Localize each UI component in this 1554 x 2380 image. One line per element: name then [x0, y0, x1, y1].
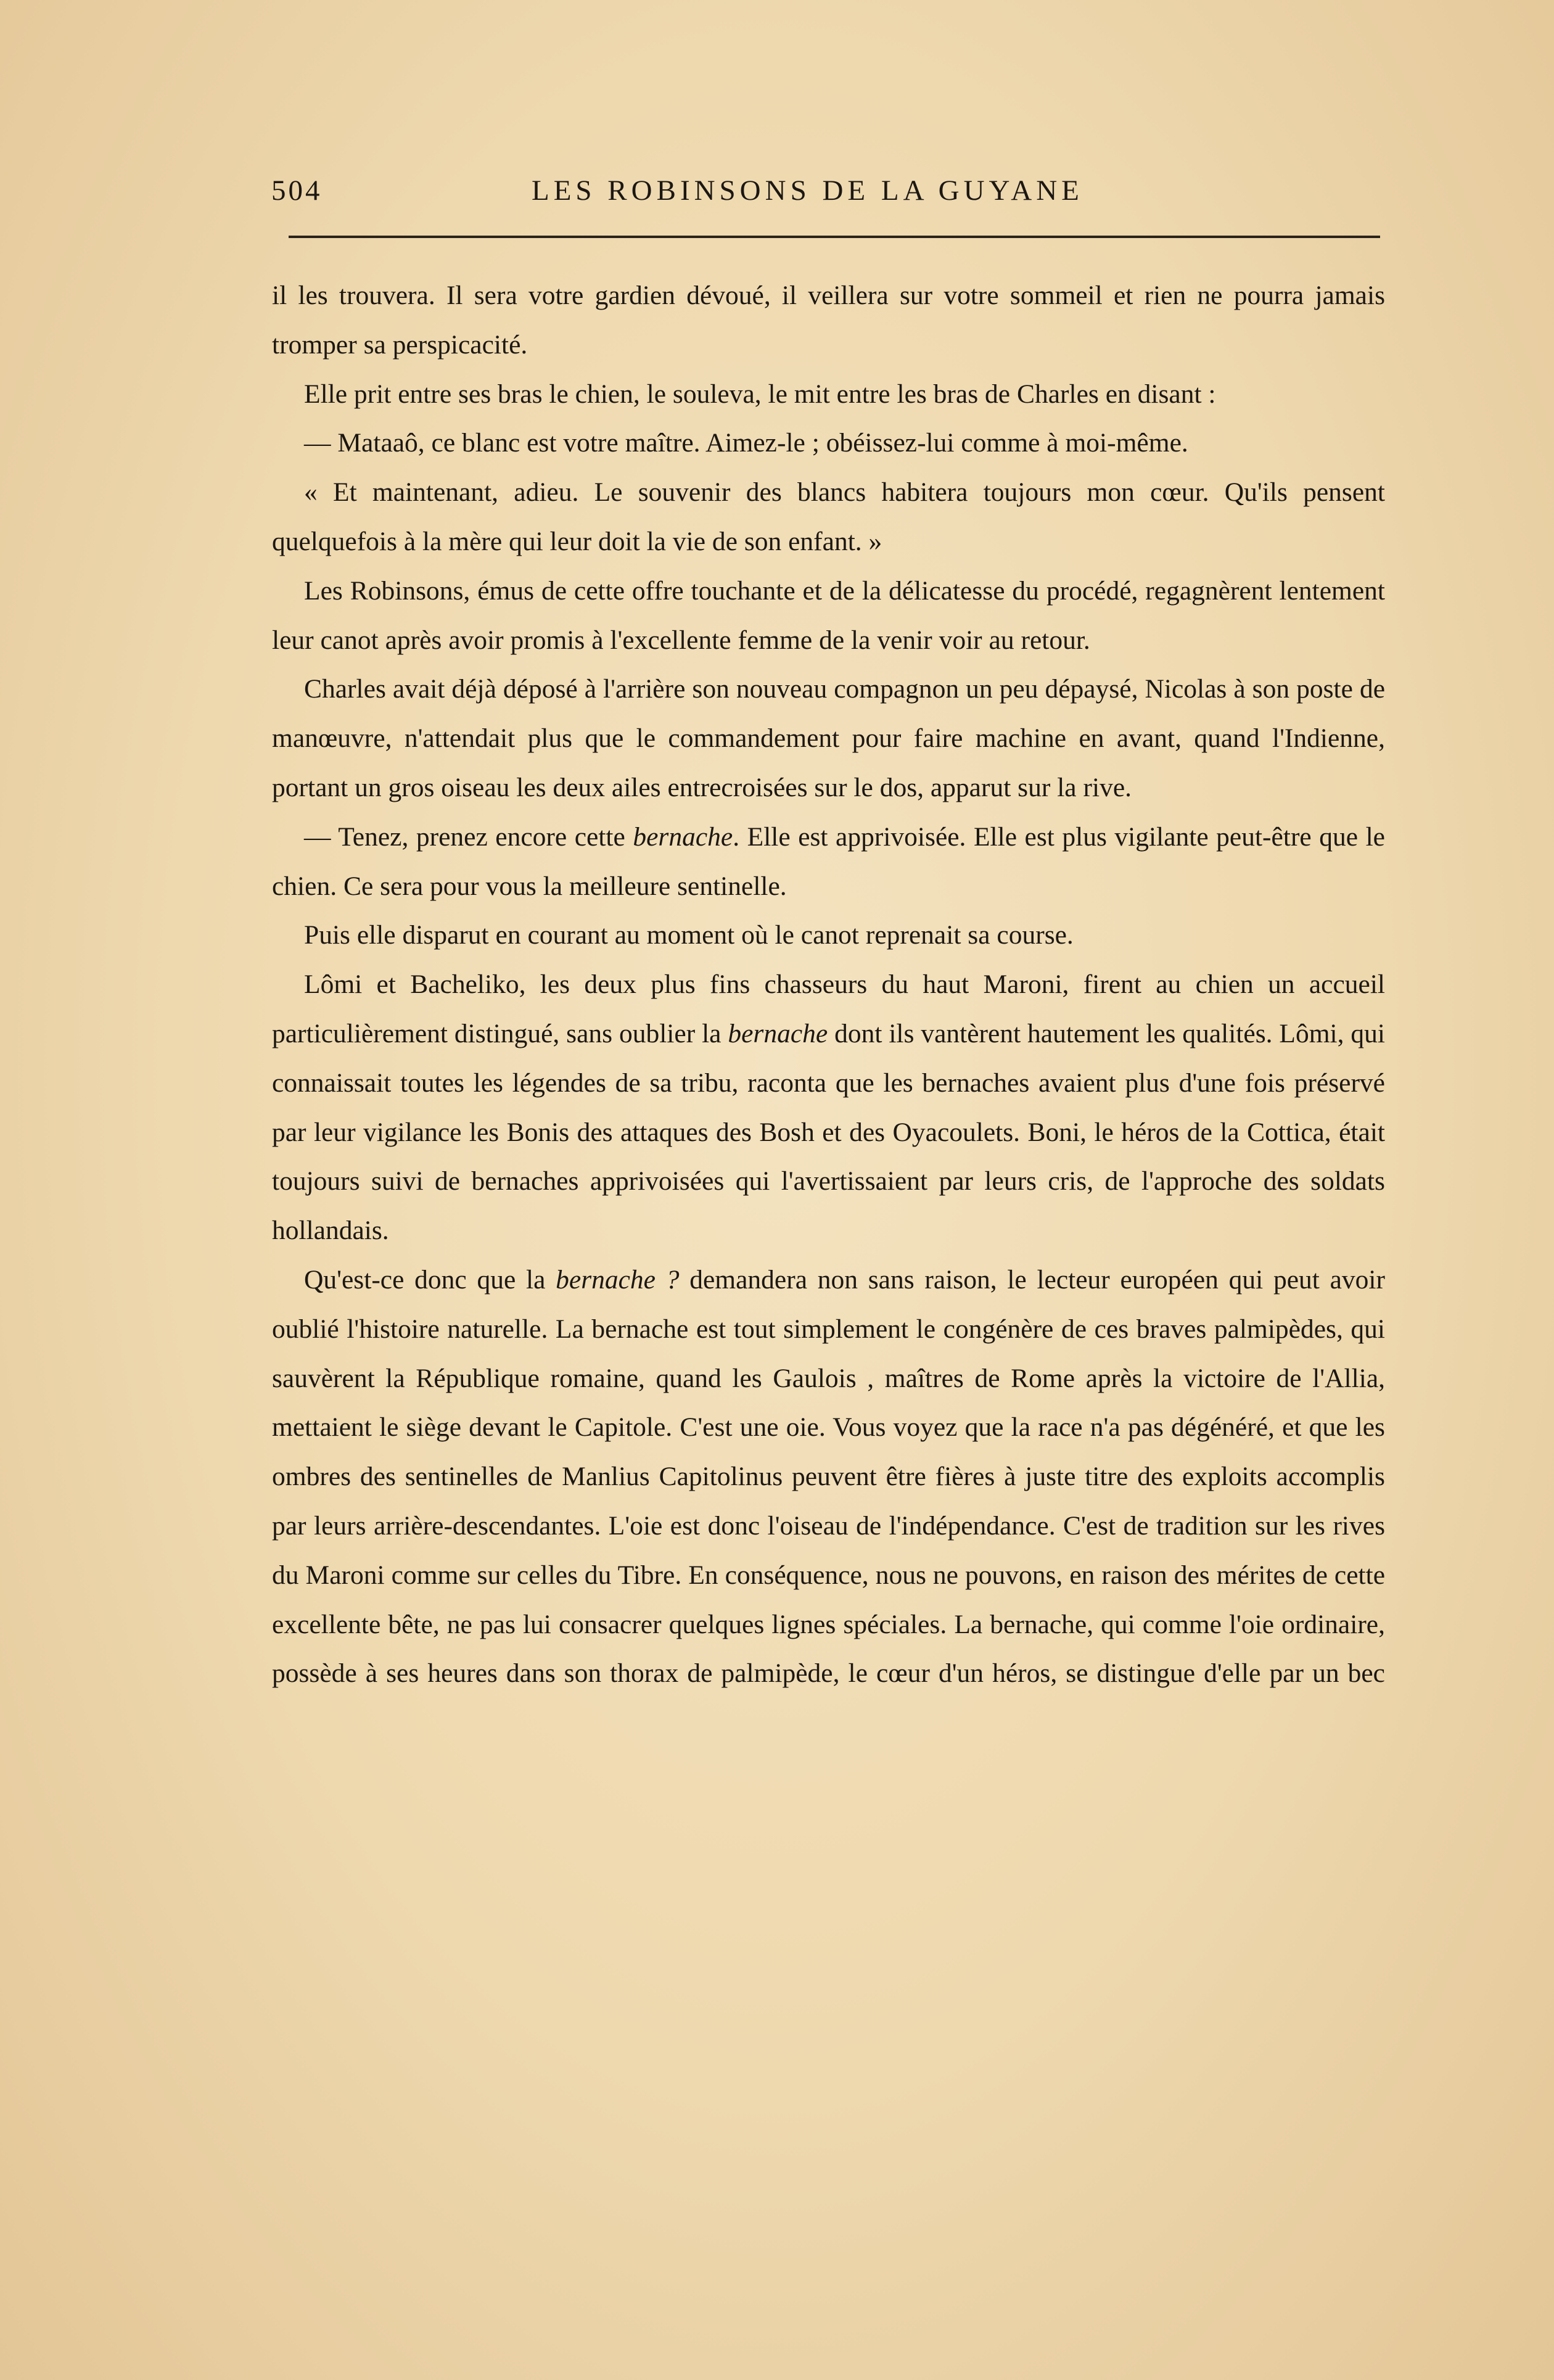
text-run: demandera non sans raison, le lecteur européen qui peut avoir oublié l'histoire naturelle. La bernache est tout simplement le congénère de ces braves palmipèdes, qui sauvèrent la République romaine, quand les Gaulois , maîtres de Rome après la victoire de l'Allia, mettaient le siège devant le Capitole. C'est une oie. Vous voyez que la race n'a pas dégénéré, et que les ombres des sentinelles de Manlius Capitolinus peuvent être fières à juste titre des exploits accomplis par leurs arrière-descendantes. L'oie est donc l'oiseau de l'indépendance. C'est de tradition sur les rives du Maroni comme sur celles du Tibre. En conséquence, nous ne pouvons, en raison des mérites de cette excellente bête, ne pas lui consacrer quelques lignes spéciales. La bernache, qui comme l'oie ordinaire, possède à ses heures dans son thorax de palmipède, le cœur d'un héros, se distingue d'elle par un bec	[272, 1264, 1385, 1689]
paragraph: Les Robinsons, émus de cette offre touchante et de la délicatesse du procédé, regagnèrent lentement leur canot après avoir promis à l'excellente femme de la venir voir au retour.	[272, 575, 1385, 655]
paragraph: il les trouvera. Il sera votre gardien dévoué, il veillera sur votre sommeil et rien ne pourra jamais tromper sa perspicacité.	[272, 281, 1385, 360]
running-head	[271, 174, 1381, 217]
text-run: dont ils vantèrent hautement les qualités. Lômi, qui connaissait toutes les légendes de sa tribu, raconta que les bernaches avaient plus d'une fois préservé par leur vigilance les Bonis des attaques des Bosh et des Oyacoulets. Boni, le héros de la Cottica, était toujours suivi de bernaches apprivoisées qui l'avertissaient par leurs cris, de l'approche des soldats hollandais.	[272, 1018, 1385, 1246]
paragraph: Elle prit entre ses bras le chien, le souleva, le mit entre les bras de Charles en disant :	[304, 379, 1216, 409]
text-run: Qu'est-ce donc que la	[304, 1264, 556, 1295]
paragraph: Charles avait déjà déposé à l'arrière son nouveau compagnon un peu dépaysé, Nicolas à son poste de manœuvre, n'attendait plus que le commandement pour faire machine en avant, quand l'Indienne, portant un gros oiseau les deux ailes entrecroisées sur le dos, apparut sur la rive.	[272, 674, 1385, 802]
text-run: Lômi et Bacheliko, les deux plus fins chasseurs du haut Maroni, firent au chien un accueil particulièrement distingué, sans oublier la	[272, 970, 1385, 1048]
paragraph	[272, 813, 1385, 912]
text-run: . Elle est apprivoisée. Elle est plus vigilante peut-être que le chien. Ce sera pour vous la meilleure sentinelle.	[272, 821, 1385, 901]
header-rule	[289, 236, 1380, 238]
italic-term: bernache	[728, 1018, 828, 1048]
italic-term: bernache ?	[556, 1264, 680, 1295]
paragraph: — Mataaô, ce blanc est votre maître. Aimez-le ; obéissez-lui comme à moi-même.	[304, 428, 1188, 458]
italic-term: bernache	[633, 821, 733, 852]
body-text	[272, 271, 1385, 1699]
running-title: LES ROBINSONS DE LA GUYANE	[532, 175, 1083, 207]
paragraph: Puis elle disparut en courant au moment où le canot reprenait sa course.	[304, 920, 1074, 950]
paragraph	[272, 1256, 1385, 1699]
paragraph	[272, 960, 1385, 1256]
page-number: 504	[271, 175, 323, 207]
text-run: — Tenez, prenez encore cette	[304, 821, 633, 852]
paragraph: « Et maintenant, adieu. Le souvenir des blancs habitera toujours mon cœur. Qu'ils pensent quelquefois à la mère qui leur doit la vie de son enfant. »	[272, 477, 1385, 556]
